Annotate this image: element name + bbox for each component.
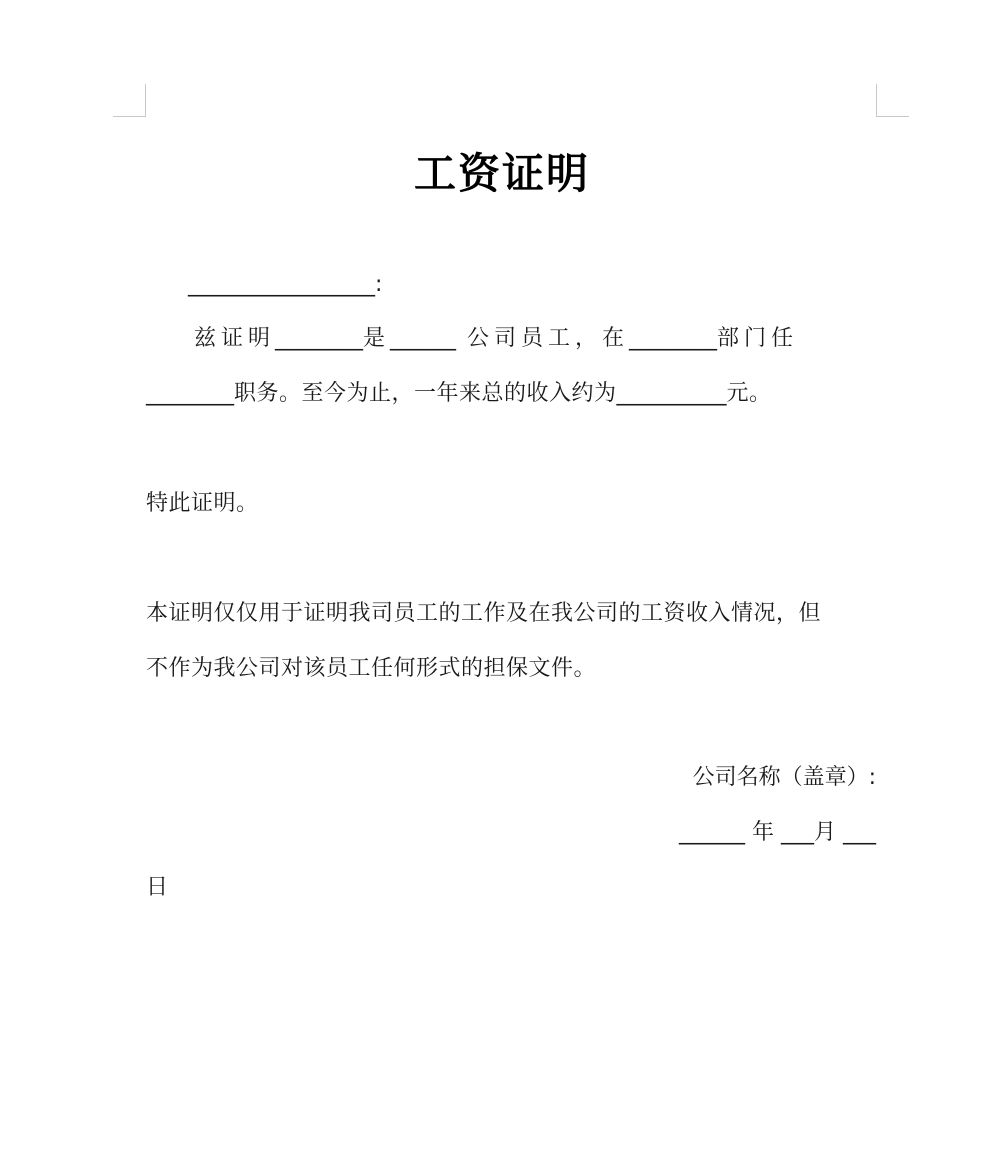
department-blank[interactable]: ________ [629, 326, 718, 351]
employee-name-blank[interactable]: ________ [275, 326, 364, 351]
salutation-line [188, 270, 383, 300]
text-certify: 兹证明 [194, 326, 276, 351]
text-yuan: 元。 [726, 381, 772, 406]
text-company-employee: 公司员工，在 [467, 326, 630, 351]
month-blank[interactable]: ___ [780, 820, 814, 845]
document-title: 工资证明 [413, 149, 590, 198]
text-income-statement: 职务。至今为止，一年来总的收入约为 [234, 381, 617, 406]
margin-corner-mark-top-left [113, 84, 146, 117]
income-amount-blank[interactable]: __________ [616, 381, 727, 406]
year-blank[interactable]: ______ [678, 820, 745, 845]
margin-corner-mark-top-right [876, 84, 909, 117]
paragraph-1-line-1 [194, 324, 798, 354]
company-blank[interactable]: ______ [390, 326, 457, 351]
salutation-blank[interactable]: _________________ [188, 272, 375, 297]
day-label: 日 [146, 875, 169, 900]
disclaimer-line-1: 本证明仅仅用于证明我司员工的工作及在我公司的工资收入情况，但 [146, 601, 822, 626]
statement-line: 特此证明。 [146, 491, 259, 516]
text-department-role: 部门任 [717, 326, 799, 351]
salutation-colon: : [375, 272, 383, 297]
paragraph-1-line-2 [146, 379, 772, 409]
day-blank[interactable]: ___ [843, 820, 876, 845]
text-is: 是 [363, 326, 391, 351]
date-line [679, 818, 876, 848]
position-blank[interactable]: ________ [146, 381, 234, 406]
company-name-seal-label: 公司名称（盖章）: [692, 765, 876, 790]
month-label: 月 [813, 820, 836, 845]
year-label: 年 [751, 820, 774, 845]
disclaimer-line-2: 不作为我公司对该员工任何形式的担保文件。 [146, 656, 597, 681]
